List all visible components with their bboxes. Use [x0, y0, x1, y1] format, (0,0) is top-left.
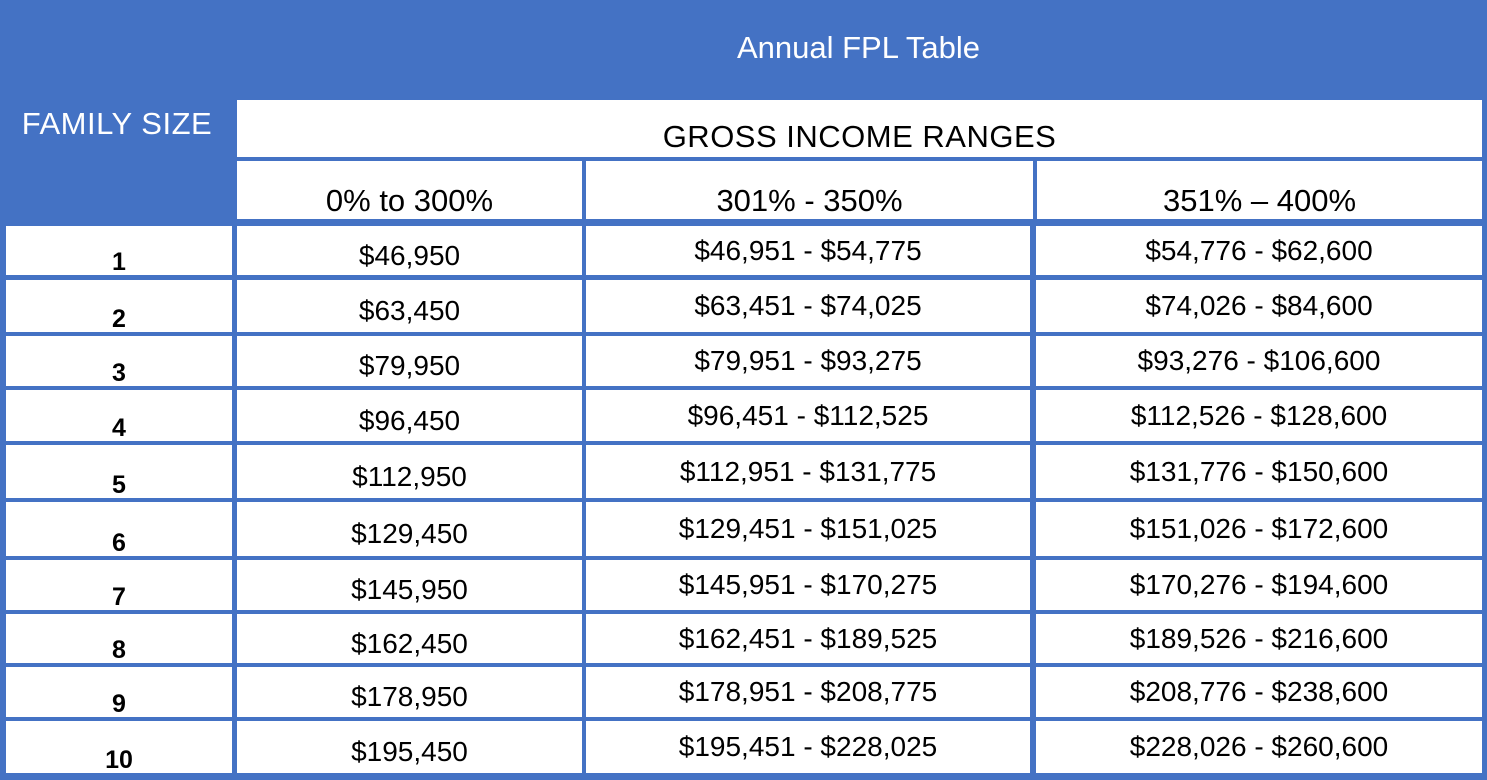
- range-351-400-cell: $74,026 - $84,600: [1036, 280, 1482, 332]
- range-0-300-cell: $96,450: [237, 390, 582, 441]
- range-301-350-cell: $63,451 - $74,025: [586, 280, 1030, 332]
- range-351-400-cell: $208,776 - $238,600: [1036, 667, 1482, 717]
- range-301-350-cell: $145,951 - $170,275: [586, 560, 1030, 610]
- range-header-301-350: 301% - 350%: [586, 161, 1033, 219]
- range-301-350-cell: $129,451 - $151,025: [586, 502, 1030, 556]
- range-351-400-cell: $112,526 - $128,600: [1036, 390, 1482, 441]
- range-351-400-cell: $93,276 - $106,600: [1036, 336, 1482, 386]
- range-0-300-cell: $162,450: [237, 614, 582, 663]
- range-351-400-cell: $228,026 - $260,600: [1036, 721, 1482, 773]
- range-header-0-300: 0% to 300%: [237, 161, 582, 219]
- family-size-header: FAMILY SIZE: [21, 106, 213, 141]
- range-0-300-cell: $63,450: [237, 280, 582, 332]
- range-301-350-cell: $195,451 - $228,025: [586, 721, 1030, 773]
- range-0-300-cell: $79,950: [237, 336, 582, 386]
- range-0-300-cell: $46,950: [237, 226, 582, 275]
- range-0-300-cell: $129,450: [237, 502, 582, 556]
- range-351-400-cell: $151,026 - $172,600: [1036, 502, 1482, 556]
- range-301-350-cell: $79,951 - $93,275: [586, 336, 1030, 386]
- table-title: Annual FPL Table: [736, 30, 980, 65]
- range-351-400-cell: $54,776 - $62,600: [1036, 226, 1482, 275]
- family-size-cell: 4: [6, 390, 232, 441]
- family-size-cell: 3: [6, 336, 232, 386]
- range-351-400-cell: $170,276 - $194,600: [1036, 560, 1482, 610]
- range-301-350-cell: $112,951 - $131,775: [586, 445, 1030, 498]
- family-size-cell: 7: [6, 560, 232, 610]
- gross-income-header: GROSS INCOME RANGES: [237, 100, 1482, 157]
- family-size-cell: 10: [6, 721, 232, 773]
- range-301-350-cell: $96,451 - $112,525: [586, 390, 1030, 441]
- family-size-cell: 5: [6, 445, 232, 498]
- family-size-cell: 6: [6, 502, 232, 556]
- range-header-351-400: 351% – 400%: [1037, 161, 1482, 219]
- family-size-cell: 1: [6, 226, 232, 275]
- range-0-300-cell: $178,950: [237, 667, 582, 717]
- range-0-300-cell: $195,450: [237, 721, 582, 773]
- family-size-cell: 2: [6, 280, 232, 332]
- family-size-cell: 8: [6, 614, 232, 663]
- range-351-400-cell: $189,526 - $216,600: [1036, 614, 1482, 663]
- range-0-300-cell: $112,950: [237, 445, 582, 498]
- range-0-300-cell: $145,950: [237, 560, 582, 610]
- range-301-350-cell: $178,951 - $208,775: [586, 667, 1030, 717]
- range-301-350-cell: $46,951 - $54,775: [586, 226, 1030, 275]
- range-351-400-cell: $131,776 - $150,600: [1036, 445, 1482, 498]
- range-301-350-cell: $162,451 - $189,525: [586, 614, 1030, 663]
- family-size-cell: 9: [6, 667, 232, 717]
